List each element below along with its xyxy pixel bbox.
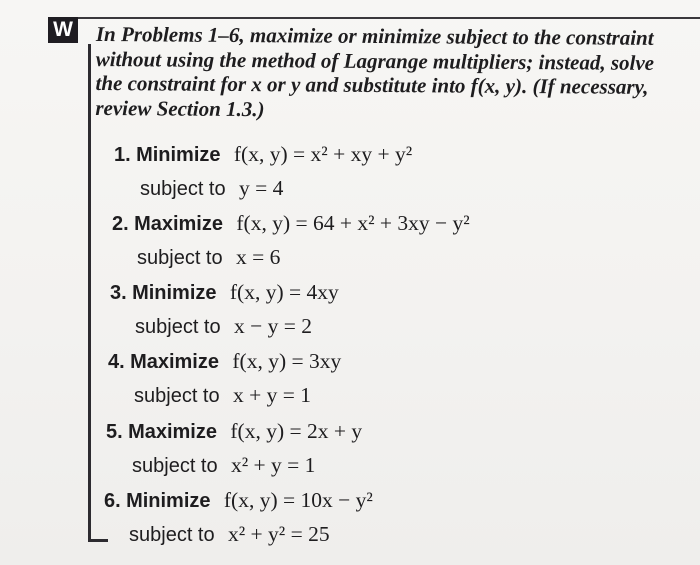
instructions-line: review Section 1.3.): [95, 95, 265, 121]
instructions-line: without using the method of Lagrange multipliers; instead, solve: [95, 46, 655, 75]
section-rule-top: [78, 17, 700, 19]
subject-to-label: subject to: [135, 316, 221, 338]
problem-verb: Maximize: [130, 351, 219, 373]
subject-to-label: subject to: [132, 455, 218, 477]
objective-function: f(x, y) = 2x + y: [230, 419, 363, 443]
objective-function: f(x, y) = 4xy: [229, 280, 339, 304]
subject-to-label: subject to: [137, 247, 223, 269]
problem-verb: Minimize: [126, 490, 211, 512]
problem-verb: Minimize: [136, 144, 221, 166]
subject-to-label: subject to: [140, 178, 226, 200]
problem-number: 5.: [106, 421, 123, 443]
objective-function: f(x, y) = x² + xy + y²: [233, 142, 413, 166]
problem-verb: Maximize: [134, 213, 223, 235]
objective-function: f(x, y) = 10x − y²: [223, 488, 373, 512]
instructions-line: the constraint for x or y and substitute into f(x, y). (If necessary,: [95, 70, 649, 99]
instructions-line: In Problems 1–6, maximize or minimize subject to the constraint: [95, 22, 654, 50]
problem-number: 6.: [104, 490, 121, 512]
subject-to-label: subject to: [134, 385, 220, 407]
instructions-paragraph: [95, 22, 696, 124]
problem-number: 2.: [112, 213, 129, 235]
section-rule-foot: [88, 539, 108, 542]
problem-verb: Maximize: [128, 421, 217, 443]
constraint: x² + y = 1: [230, 453, 316, 477]
constraint: y = 4: [238, 176, 284, 200]
problem-number: 3.: [110, 282, 127, 304]
objective-function: f(x, y) = 64 + x² + 3xy − y²: [236, 211, 470, 235]
exercise-badge: W: [48, 17, 78, 43]
constraint: x² + y² = 25: [227, 522, 330, 546]
problem-number: 1.: [114, 144, 131, 166]
subject-to-label: subject to: [129, 524, 215, 546]
constraint: x = 6: [235, 245, 281, 269]
problem-number: 4.: [108, 351, 125, 373]
section-rule-left: [88, 44, 91, 542]
problem-verb: Minimize: [132, 282, 217, 304]
constraint: x − y = 2: [233, 314, 312, 338]
constraint: x + y = 1: [232, 383, 311, 407]
objective-function: f(x, y) = 3xy: [232, 349, 342, 373]
